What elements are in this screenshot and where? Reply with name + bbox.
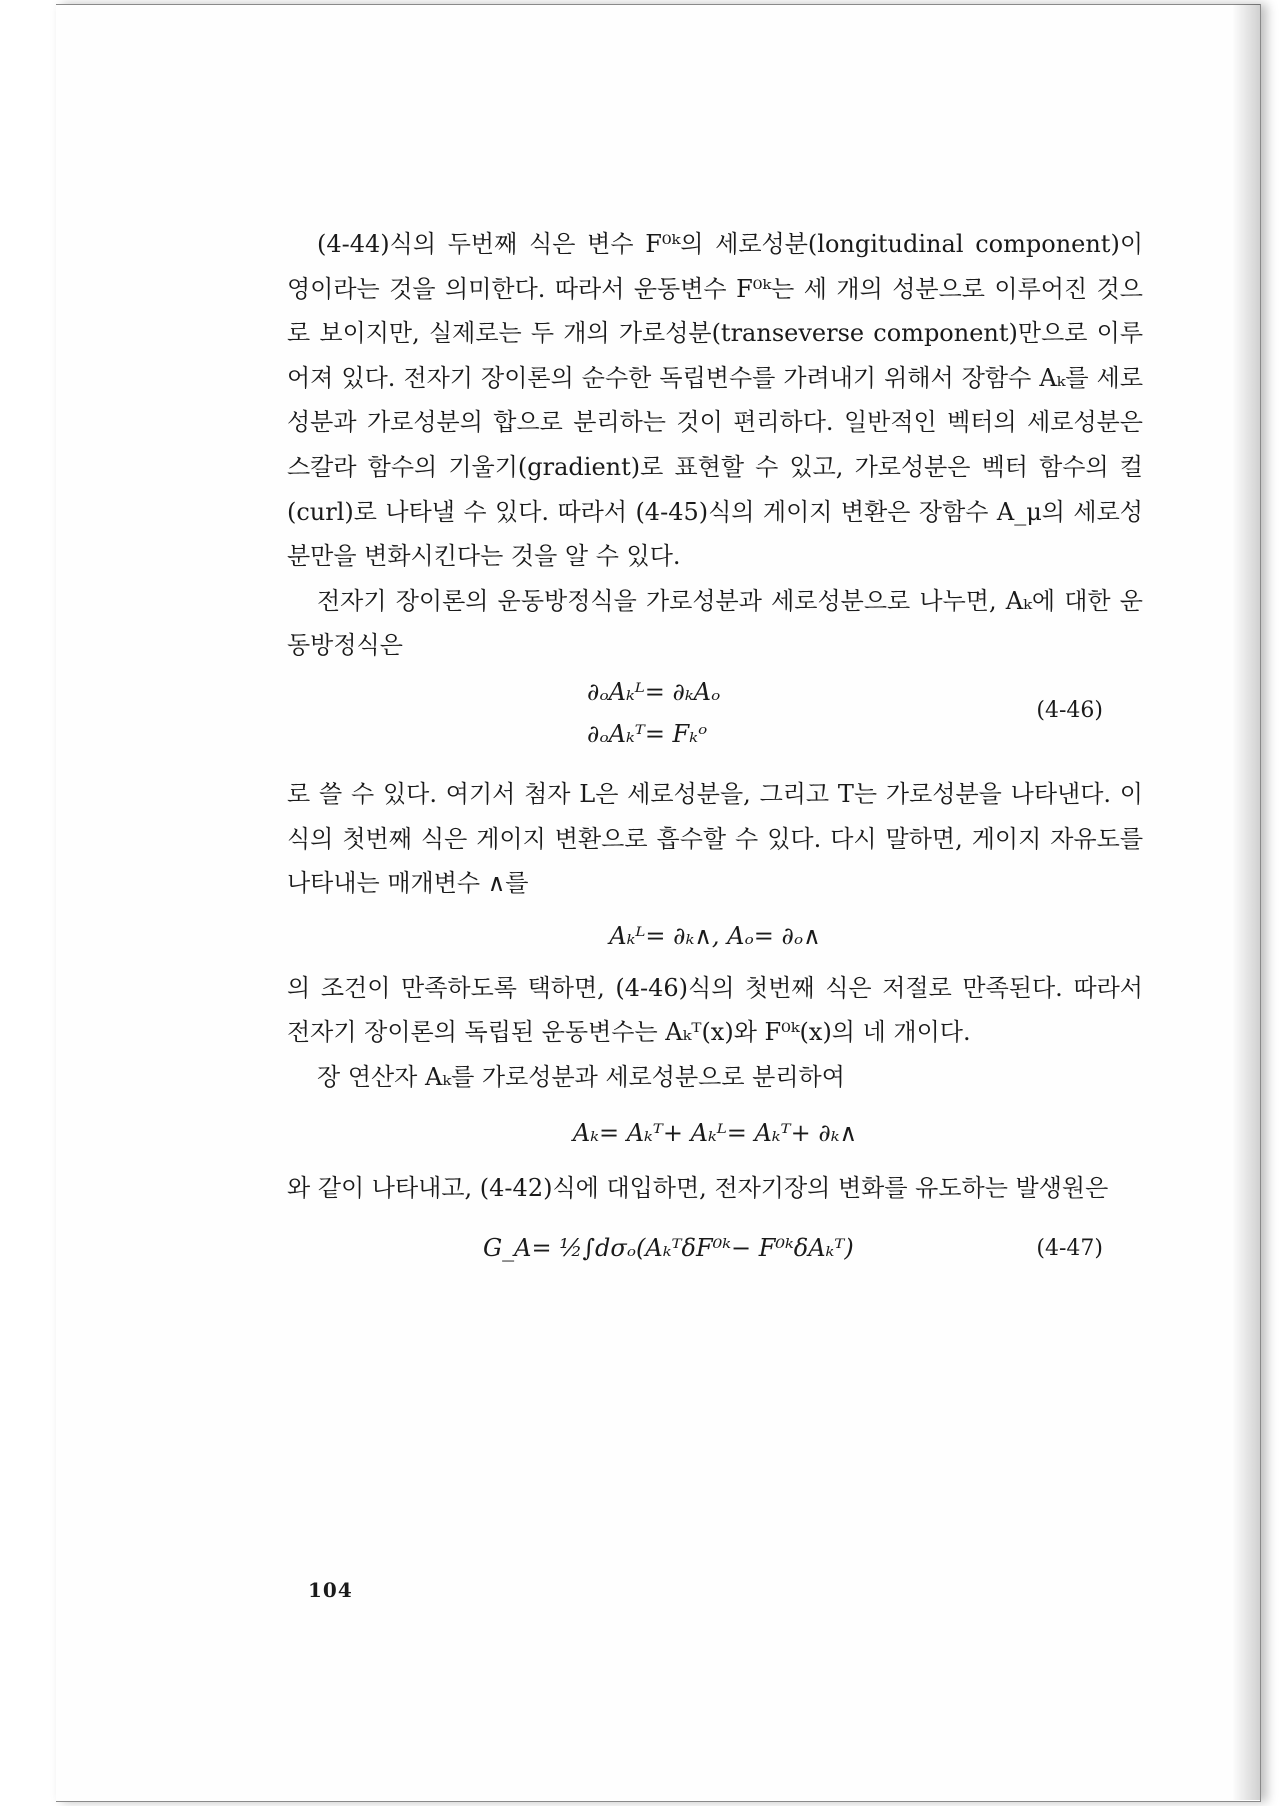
- paragraph-2: 전자기 장이론의 운동방정식을 가로성분과 세로성분으로 나누면, Aₖ에 대한 운동방정식은: [287, 586, 1143, 660]
- paragraph-5: 장 연산자 Aₖ를 가로성분과 세로성분으로 분리하여: [317, 1062, 845, 1091]
- paragraph-6: 와 같이 나타내고, (4-42)식에 대입하면, 전자기장의 변화를 유도하는 발생원은: [287, 1173, 1109, 1202]
- equation-4-46-line-1: ∂ₒAₖᴸ= ∂ₖAₒ: [587, 677, 721, 706]
- equation-gauge-condition: Aₖᴸ= ∂ₖ∧, Aₒ= ∂ₒ∧: [609, 921, 821, 950]
- equation-4-47-body: G_A= ½∫dσₒ(AₖᵀδF⁰ᵏ− F⁰ᵏδAₖᵀ): [483, 1234, 854, 1263]
- equation-4-46: [287, 668, 1143, 772]
- paragraph-4: 의 조건이 만족하도록 택하면, (4-46)식의 첫번째 식은 저절로 만족된다. 따라서 전자기 장이론의 독립된 운동변수는 Aₖᵀ(x)와 F⁰ᵏ(x)의 네 개이다.: [287, 973, 1143, 1047]
- page-number: 104: [308, 1578, 353, 1602]
- equation-number-4-47: (4-47): [1036, 1236, 1103, 1262]
- equation-number-4-46: (4-46): [1036, 697, 1103, 723]
- paragraph-3: 로 쓸 수 있다. 여기서 첨자 L은 세로성분을, 그리고 T는 가로성분을 나타낸다. 이 식의 첫번째 식은 게이지 변환으로 흡수할 수 있다. 다시 말하면, 게이지 자유도를 나타내는 매개변수 ∧를: [287, 779, 1143, 898]
- equation-4-46-line-2: ∂ₒAₖᵀ= Fₖᵒ: [587, 719, 708, 748]
- page-shadow: [1232, 4, 1260, 1800]
- equation-4-47: [287, 1210, 1143, 1294]
- page-content: [287, 222, 1143, 1294]
- equation-field-split: Aₖ= Aₖᵀ+ Aₖᴸ= Aₖᵀ+ ∂ₖ∧: [572, 1118, 858, 1147]
- paragraph-1: (4-44)식의 두번째 식은 변수 F⁰ᵏ의 세로성분(longitudinal component)이 영이라는 것을 의미한다. 따라서 운동변수 F⁰ᵏ는 세 개의 성분으로 이루어진 것으로 보이지만, 실제로는 두 개의 가로성분(transeverse component)만으로 이루어져 있다. 전자기 장이론의 순수한 독립변수를 가려내기 위해서 장함수 Aₖ를 세로성분과 가로성분의 합으로 분리하는 것이 편리하다. 일반적인 벡터의 세로성분은 스칼라 함수의 기울기(gradient)로 표현할 수 있고, 가로성분은 벡터 함수의 컬(curl)로 나타낼 수 있다. 따라서 (4-45)식의 게이지 변환은 장함수 A_μ의 세로성분만을 변화시킨다는 것을 알 수 있다.: [287, 230, 1143, 571]
